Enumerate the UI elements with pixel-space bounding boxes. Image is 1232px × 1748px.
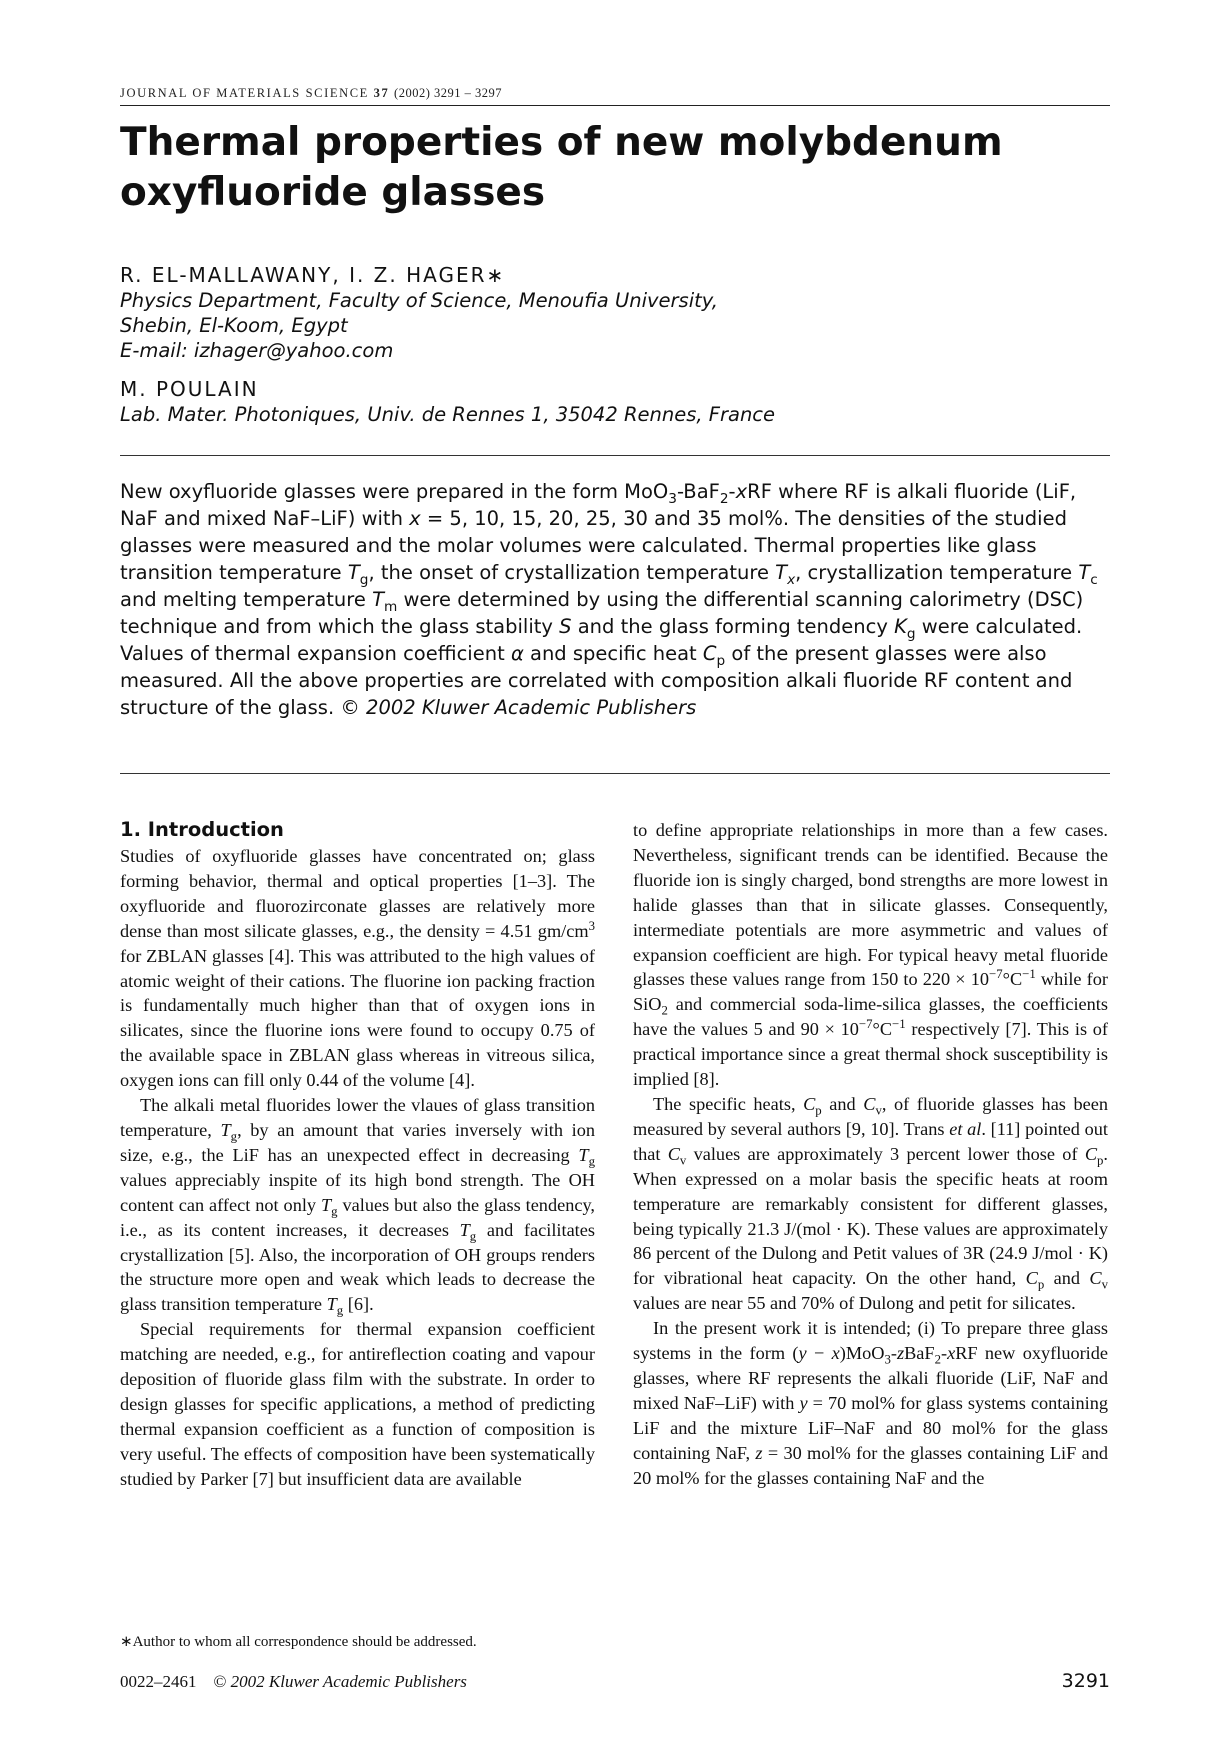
- footer-issn-copyright: [120, 1672, 467, 1692]
- paragraph: Special requirements for thermal expansion coefficient matching are needed, e.g., for antireflection coating and vapour deposition of fluoride glass film with the substrate. In order to design glasses for specific applications, a method of predicting thermal expansion coefficient as a function of composition is very useful. The effects of composition have been systematically studied by Parker [7] but insufficient data are available: [120, 1319, 595, 1489]
- affiliation-line: Physics Department, Faculty of Science, Menoufia University,: [120, 289, 719, 312]
- affiliation-line: Shebin, El-Koom, Egypt: [120, 314, 348, 337]
- issn: 0022–2461: [120, 1672, 197, 1691]
- running-header: [120, 86, 1110, 101]
- journal-name: JOURNAL OF MATERIALS SCIENCE: [120, 86, 369, 100]
- publisher: 2002 Kluwer Academic Publishers: [230, 1672, 467, 1691]
- author-block-2: [120, 376, 1110, 427]
- paragraph: to define appropriate relationships in more than a few cases. Nevertheless, significant trends can be identified. Because the fluoride ion is singly charged, bond strengths are more lowest in halide glasses than that in silicate glasses. Consequently, intermediate potentials are more asymmetric and values of expansion coefficient are high. For typical heavy metal fluoride glasses these values range from 150 to $220 \times 10^{-7}^\circ C^{-1}$ while for SiO$_2$ and commercial soda-lime-silica glasses, the coefficients have the values 5 and $90 \times 10^{-7}^\circ C^{-1}$ respectively [7]. This is of practical importance since a great thermal shock susceptibility is implied [8].: [633, 820, 1108, 1090]
- author-names-1: R. EL-MALLAWANY, I. Z. HAGER∗: [120, 263, 506, 287]
- section-heading-introduction: 1. Introduction: [120, 818, 284, 841]
- author-footnote: ∗Author to whom all correspondence should be addressed.: [120, 1634, 477, 1650]
- paragraph: The alkali metal fluorides lower the vlaues of glass transition temperature, $T_g$, by an amount that varies inversely with ion size, e.g., the LiF has an unexpected effect in decreasing $T_g$ values appreciably inspite of its high bond strength. The OH content can affect not only $T_g$ values but also the glass tendency, i.e., as its content increases, it decreases $T_g$ and facilitates crystallization [5]. Also, the incorporation of OH groups renders the structure more open and weak which leads to decrease the glass transition temperature $T_g$ [6].: [120, 1095, 595, 1318]
- right-column: [633, 818, 1108, 1490]
- author-names-2: M. POULAIN: [120, 377, 259, 401]
- abstract: New oxyfluoride glasses were prepared in the form MoO$_3$-BaF$_2$-xRF where RF is alkali fluoride (LiF, NaF and mixed NaF–LiF) with x = 5, 10, 15, 20, 25, 30 and 35 mol%. The densities of the studied glasses were measured and the molar volumes were calculated. Thermal properties like glass transition temperature $T_g$, the onset of crystallization temperature $T_x$, crystallization temperature $T_c$ and melting temperature $T_m$ were determined by using the differential scanning calorimetry (DSC) technique and from which the glass stability S and the glass forming tendency $K_g$ were calculated. Values of thermal expansion coefficient α and specific heat $C_p$ of the present glasses were also measured. All the above properties are correlated with composition alkali fluoride RF content and structure of the glass. © 2002 Kluwer Academic Publishers: [120, 480, 1098, 719]
- abstract-top-rule: [120, 455, 1110, 456]
- header-rule: [120, 105, 1110, 106]
- author-block-1: [120, 262, 1110, 363]
- abstract-bottom-rule: [120, 773, 1110, 774]
- paragraph: In the present work it is intended; (i) To prepare three glass systems in the form (y − x)MoO$_3$-zBaF$_2$-xRF new oxyfluoride glasses, where RF represents the alkali fluoride (LiF, NaF and mixed NaF–LiF) with y = 70 mol% for glass systems containing LiF and the mixture LiF–NaF and 80 mol% for the glass containing NaF, z = 30 mol% for the glasses containing LiF and 20 mol% for the glasses containing NaF and the: [633, 1318, 1109, 1488]
- paper-title: Thermal properties of new molybdenum oxyfluoride glasses: [120, 120, 1003, 215]
- journal-volume: 37: [373, 86, 390, 100]
- paragraph: The specific heats, $C_p$ and $C_v$, of fluoride glasses has been measured by several authors [9, 10]. Trans et al. [11] pointed out that $C_v$ values are approximately 3 percent lower those of $C_p$. When expressed on a molar basis the specific heats at room temperature are remarkably consistent for different glasses, being typically 21.3 J/(mol · K). These values are approximately 86 percent of the Dulong and Petit values of 3R (24.9 J/mol · K) for vibrational heat capacity. On the other hand, $C_p$ and $C_v$ values are near 55 and 70% of Dulong and petit for silicates.: [633, 1093, 1108, 1314]
- paragraph: Studies of oxyfluoride glasses have concentrated on; glass forming behavior, thermal and optical properties [1–3]. The oxyfluoride and fluorozirconate glasses are relatively more dense than most silicate glasses, e.g., the density = 4.51 $gm/cm^3$ for ZBLAN glasses [4]. This was attributed to the high values of atomic weight of their cations. The fluorine ion packing fraction is fundamentally much higher than that of oxygen ions in silicates, since the fluorine ions were found to occupy 0.75 of the available space in ZBLAN glass whereas in vitreous silica, oxygen ions can fill only 0.44 of the volume [4].: [120, 846, 595, 1091]
- author-email[interactable]: E-mail: izhager@yahoo.com: [120, 339, 394, 362]
- affiliation-line: Lab. Mater. Photoniques, Univ. de Rennes 1, 35042 Rennes, France: [120, 403, 776, 426]
- page-number: 3291: [1061, 1670, 1110, 1692]
- left-column: [120, 818, 595, 1492]
- copyright-symbol: ©: [213, 1672, 227, 1691]
- journal-year-pages: (2002) 3291 – 3297: [394, 86, 502, 100]
